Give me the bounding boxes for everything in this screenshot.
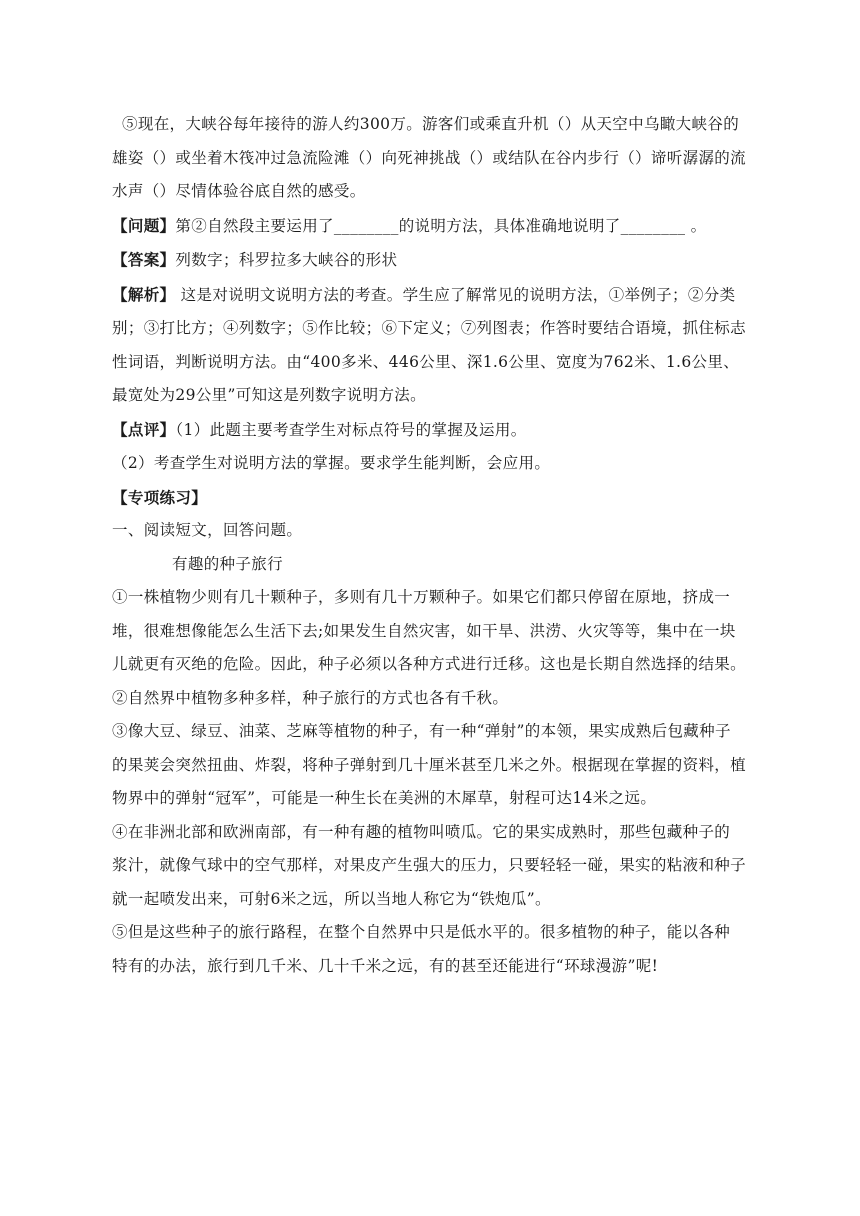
practice-heading: 【专项练习】 bbox=[112, 487, 208, 507]
document-page bbox=[112, 108, 747, 983]
paragraph-5-line-1: ⑤现在，大峡谷每年接待的游人约300万。游客们或乘直升机（）从天空中乌瞰大峡谷的 bbox=[122, 115, 740, 133]
paragraph-5-line-3: 水声（）尽情体验谷底自然的感受。 bbox=[112, 182, 366, 200]
question-text: 第②自然段主要运用了________的说明方法，具体准确地说明了________ 。 bbox=[175, 216, 707, 235]
article-paragraph-5 bbox=[112, 916, 736, 983]
article-paragraph-line: 儿就更有灭绝的危险。因此，种子必须以各种方式进行迁移。这也是长期自然选择的结果。 bbox=[112, 655, 747, 673]
article-paragraph-line: 的果荚会突然扭曲、炸裂，将种子弹射到几十厘米甚至几米之外。根据现在掌握的资料，植 bbox=[112, 755, 747, 774]
comment-label: 【点评】 bbox=[112, 419, 176, 439]
analysis-line-4: 最宽处为29公里”可知这是列数字说明方法。 bbox=[112, 386, 426, 404]
article-paragraph-line: ④在非洲北部和欧洲南部，有一种有趣的植物叫喷瓜。它的果实成熟时，那些包藏种子的 bbox=[112, 822, 731, 841]
article-paragraph-2 bbox=[112, 682, 736, 716]
article-paragraph-line: 就一起喷发出来，可射6米之远，所以当地人称它为“铁炮瓜”。 bbox=[112, 889, 551, 908]
article-title: 有趣的种子旅行 bbox=[172, 554, 283, 573]
article-paragraph-4 bbox=[112, 816, 747, 917]
article-paragraph-1 bbox=[112, 581, 747, 682]
article-paragraph-line: 浆汁，就像气球中的空气那样，对果皮产生强大的压力，只要轻轻一碰，果实的粘液和种子 bbox=[112, 856, 747, 874]
answer-label: 【答案】 bbox=[112, 250, 176, 269]
article-paragraph-line: ③像大豆、绿豆、油菜、芝麻等植物的种子，有一种“弹射”的本领，果实成熟后包藏种子 bbox=[112, 722, 731, 740]
answer-text: 列数字；科罗拉多大峡谷的形状 bbox=[175, 251, 398, 269]
analysis-line-2: 别；③打比方；④列数字；⑤作比较；⑥下定义；⑦列图表；作答时要结合语境，抓住标志 bbox=[112, 319, 747, 337]
article-paragraph-line: 特有的办法，旅行到几千米、几十千米之远，有的甚至还能进行“环球漫游”呢! bbox=[112, 956, 659, 975]
article-paragraph-line: 物界中的弹射“冠军”，可能是一种生长在美洲的木犀草，射程可达14米之远。 bbox=[112, 789, 657, 807]
practice-instruction: 一、阅读短文，回答问题。 bbox=[112, 521, 303, 539]
question-label: 【问题】 bbox=[112, 215, 176, 235]
analysis-line-3: 性词语，判断说明方法。由“400多米、446公里、深1.6公里、宽度为762米、1.6公里、 bbox=[112, 352, 740, 371]
article-paragraph-line: ①一株植物少则有几十颗种子，多则有几十万颗种子。如果它们都只停留在原地，挤成一 bbox=[112, 588, 731, 606]
comment-line-2: （2）考查学生对说明方法的掌握。要求学生能判断，会应用。 bbox=[112, 454, 551, 472]
analysis-label: 【解析】 bbox=[112, 284, 176, 304]
question-line bbox=[112, 209, 736, 244]
comment-line-1 bbox=[112, 413, 736, 448]
answer-line bbox=[112, 243, 736, 278]
article-paragraph-line: ⑤但是这些种子的旅行路程，在整个自然界中只是低水平的。很多植物的种子，能以各种 bbox=[112, 923, 731, 941]
analysis-line-1 bbox=[112, 278, 736, 313]
article-paragraph-line: 堆，很难想像能怎么生活下去;如果发生自然灾害，如干旱、洪涝、火灾等等，集中在一块 bbox=[112, 621, 736, 640]
comment-text: （1）此题主要考查学生对标点符号的掌握及运用。 bbox=[175, 420, 527, 439]
analysis-text-1: 这是对说明文说明方法的考查。学生应了解常见的说明方法，①举例子；②分类 bbox=[175, 285, 736, 304]
article-paragraph-line: ②自然界中植物多种多样，种子旅行的方式也各有千秋。 bbox=[112, 688, 509, 707]
paragraph-5-line-2: 雄姿（）或坐着木筏冲过急流险滩（）向死神挑战（）或结队在谷内步行（）谛听潺潺的流 bbox=[112, 148, 747, 167]
article-paragraph-3 bbox=[112, 715, 747, 816]
